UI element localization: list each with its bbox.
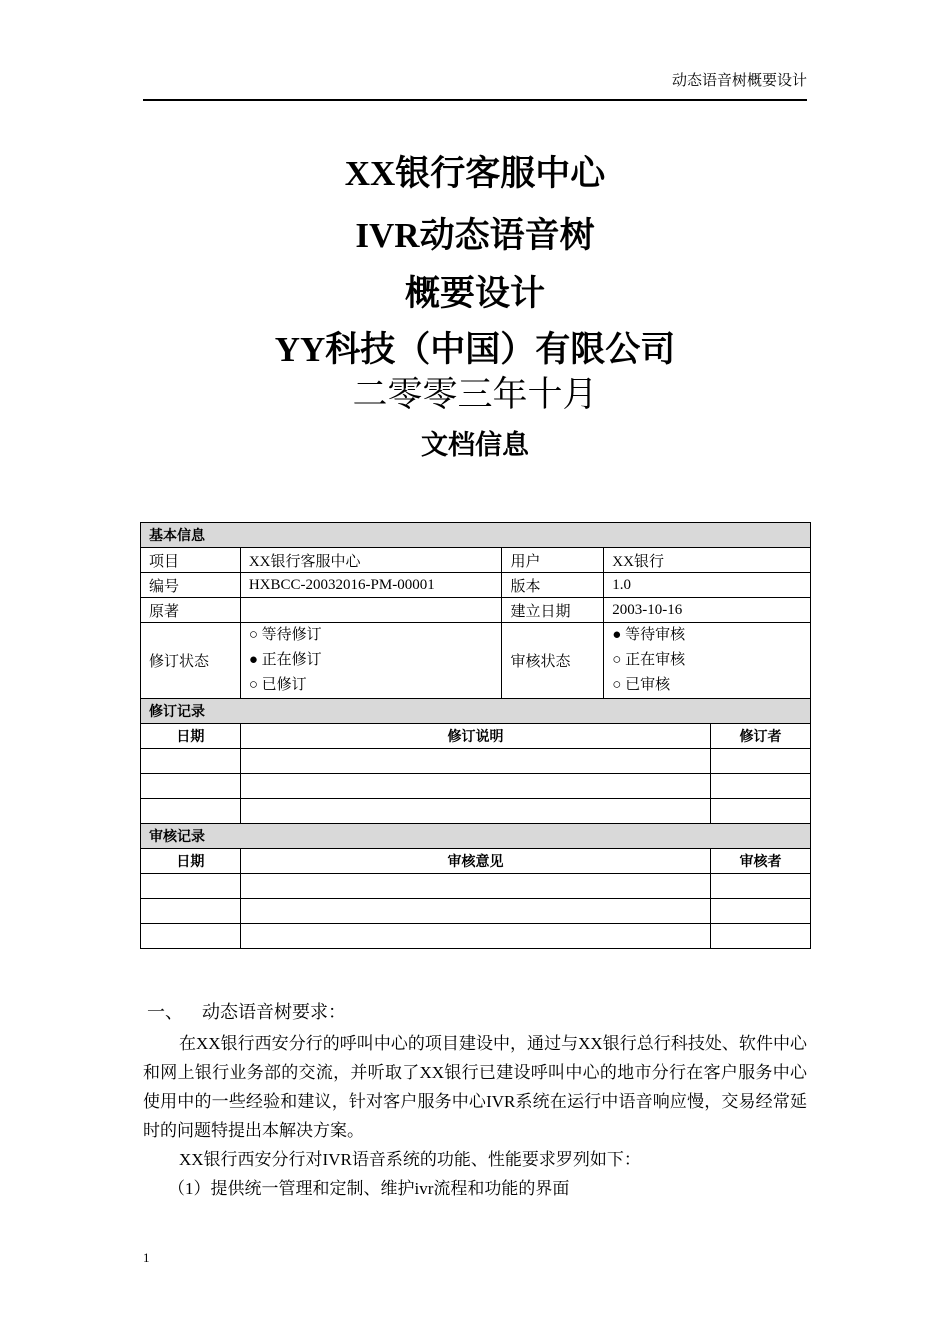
table-row bbox=[141, 924, 811, 949]
label-user: 用户 bbox=[502, 548, 604, 573]
table-row bbox=[141, 799, 811, 824]
section-heading bbox=[147, 998, 346, 1024]
table-row bbox=[141, 874, 811, 899]
revision-col-date: 日期 bbox=[141, 724, 241, 749]
review-option-pending: ● 等待审核 bbox=[612, 627, 686, 643]
revision-option-in-progress: ● 正在修订 bbox=[248, 652, 322, 668]
review-col-desc: 审核意见 bbox=[240, 849, 710, 874]
revision-col-desc: 修订说明 bbox=[240, 724, 710, 749]
title-company: YY科技（中国）有限公司 bbox=[274, 330, 676, 369]
table-row bbox=[141, 749, 811, 774]
review-col-date: 日期 bbox=[141, 849, 241, 874]
paragraph-intro: 在XX银行西安分行的呼叫中心的项目建设中，通过与XX银行总行科技处、软件中心和网上银行业务部的交流，并听取了XX银行已建设呼叫中心的地市分行在客户服务中心使用中的一些经验和建议，针对客户服务中心IVR系统在运行中语音响应慢，交易经常延时的问题特提出本解决方案。 bbox=[143, 1034, 807, 1140]
table-row bbox=[141, 774, 811, 799]
paragraph-requirements-intro: XX银行西安分行对IVR语音系统的功能、性能要求罗列如下： bbox=[179, 1150, 641, 1169]
label-project: 项目 bbox=[141, 548, 241, 573]
section-heading-number: 一、 bbox=[147, 1002, 183, 1022]
review-option-done: ○ 已审核 bbox=[612, 677, 671, 693]
label-revision-status: 修订状态 bbox=[141, 623, 241, 699]
value-number: HXBCC-20032016-PM-00001 bbox=[240, 573, 502, 598]
title-outline-design: 概要设计 bbox=[404, 274, 545, 313]
revision-option-pending: ○ 等待修订 bbox=[248, 627, 322, 643]
review-status-options bbox=[604, 623, 811, 699]
review-col-by: 审核者 bbox=[711, 849, 811, 874]
label-created-date: 建立日期 bbox=[502, 598, 604, 623]
revision-option-done: ○ 已修订 bbox=[248, 677, 307, 693]
header-rule bbox=[143, 99, 807, 101]
value-version: 1.0 bbox=[604, 573, 811, 598]
doc-info-heading: 文档信息 bbox=[421, 430, 529, 460]
value-created-date: 2003-10-16 bbox=[604, 598, 811, 623]
label-version: 版本 bbox=[502, 573, 604, 598]
page-number: 1 bbox=[143, 1250, 150, 1265]
label-review-status: 审核状态 bbox=[502, 623, 604, 699]
title-date: 二零零三年十月 bbox=[352, 375, 598, 414]
value-author bbox=[240, 598, 502, 623]
title-ivr-tree: IVR动态语音树 bbox=[355, 216, 595, 255]
revision-col-by: 修订者 bbox=[711, 724, 811, 749]
value-user: XX银行 bbox=[604, 548, 811, 573]
value-project: XX银行客服中心 bbox=[240, 548, 502, 573]
label-number: 编号 bbox=[141, 573, 241, 598]
title-bank-service-center: XX银行客服中心 bbox=[344, 154, 606, 193]
table-row bbox=[141, 899, 811, 924]
review-option-in-progress: ○ 正在审核 bbox=[612, 652, 686, 668]
list-item: （1）提供统一管理和定制、维护ivr流程和功能的界面 bbox=[168, 1179, 570, 1198]
running-header: 动态语音树概要设计 bbox=[671, 73, 807, 89]
section-heading-text: 动态语音树要求： bbox=[202, 1002, 346, 1022]
document-info-table bbox=[140, 522, 811, 949]
label-author: 原著 bbox=[141, 598, 241, 623]
section-basic-info: 基本信息 bbox=[141, 523, 811, 548]
revision-status-options bbox=[240, 623, 502, 699]
section-revision-record: 修订记录 bbox=[141, 699, 811, 724]
section-review-record: 审核记录 bbox=[141, 824, 811, 849]
